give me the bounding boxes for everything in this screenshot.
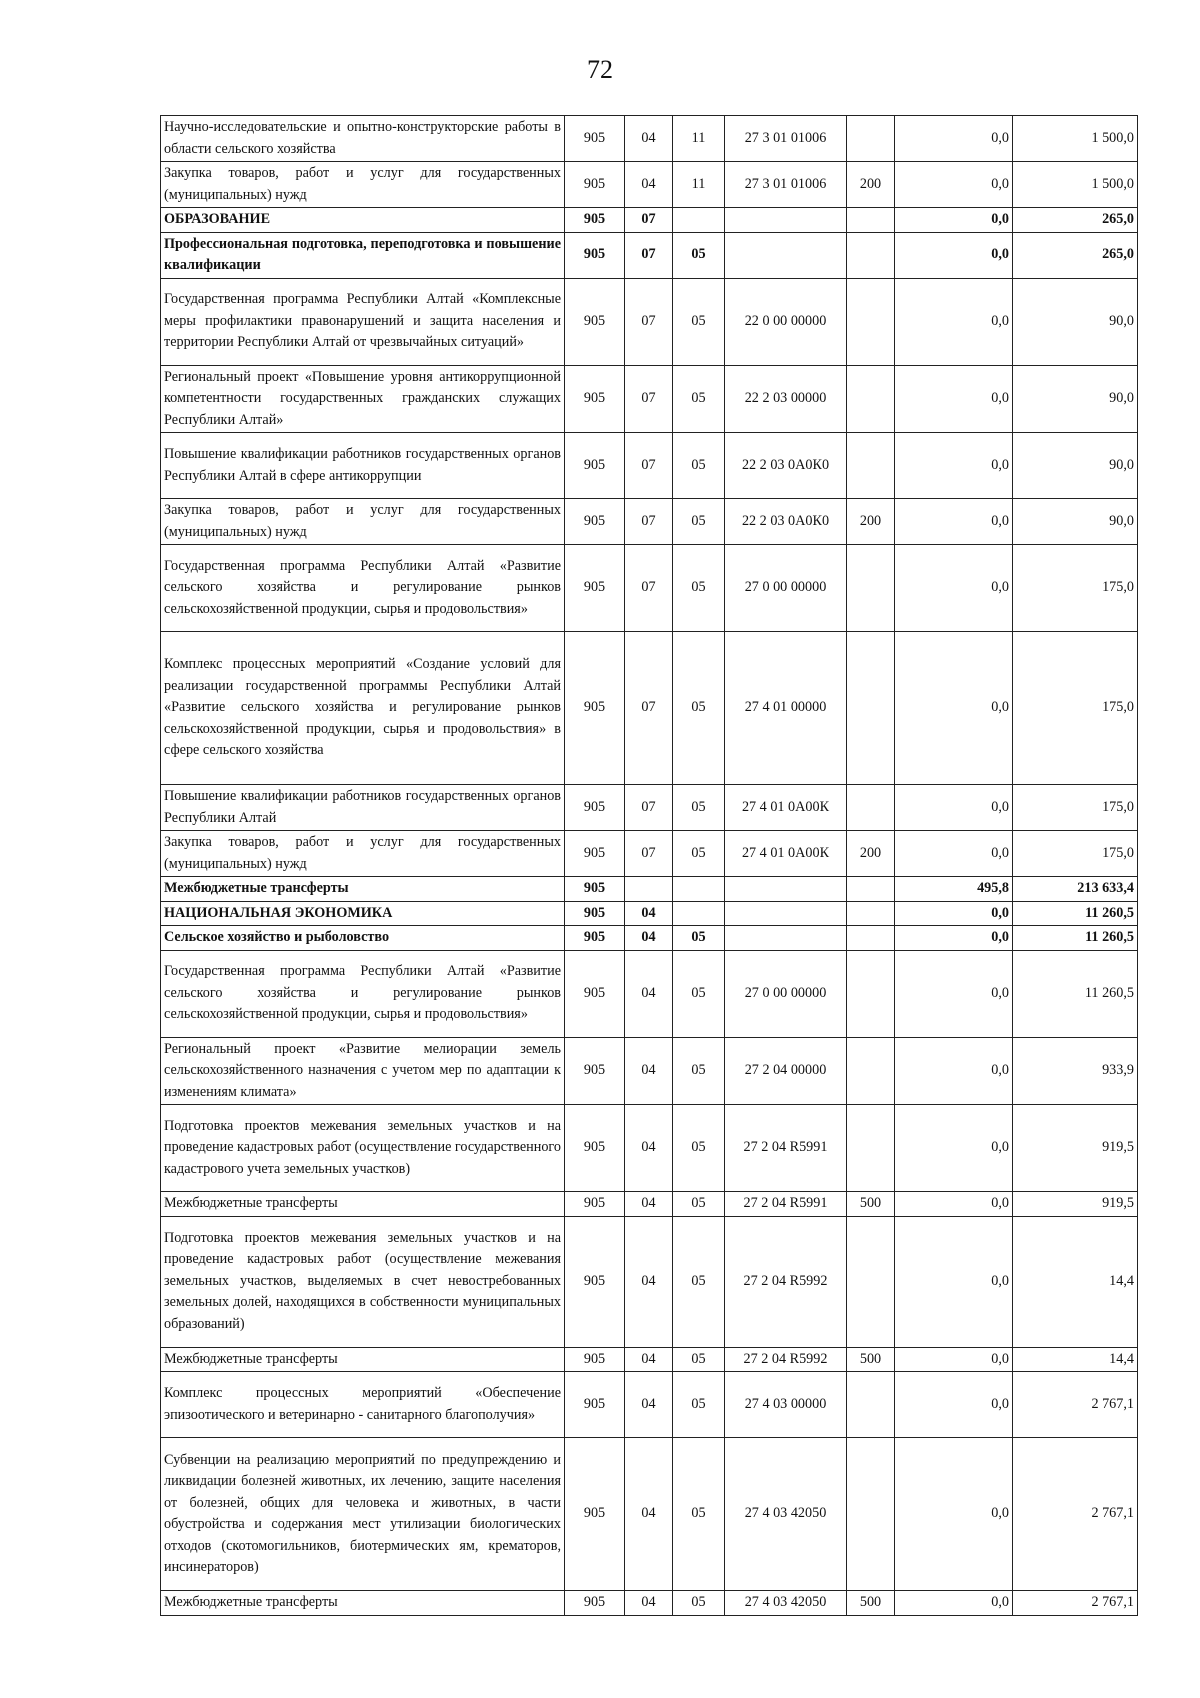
amount-1: 0,0 — [895, 365, 1013, 433]
amount-2: 2 767,1 — [1013, 1591, 1138, 1616]
expense-type-code: 200 — [847, 162, 895, 208]
amount-1: 0,0 — [895, 499, 1013, 545]
expense-type-code — [847, 232, 895, 278]
section-code: 04 — [625, 116, 673, 162]
expense-type-code — [847, 632, 895, 785]
ministry-code: 905 — [565, 877, 625, 902]
table-row — [161, 365, 1138, 433]
table-row — [161, 831, 1138, 877]
row-name: Подготовка проектов межевания земельных участков и на проведение кадастровых работ (осуществление государственного кадастрового учета земельных участков) — [161, 1105, 565, 1192]
ministry-code: 905 — [565, 1192, 625, 1217]
amount-1: 0,0 — [895, 632, 1013, 785]
row-name: Сельское хозяйство и рыболовство — [161, 926, 565, 951]
target-article-code: 22 2 03 0А0К0 — [725, 499, 847, 545]
expense-type-code — [847, 278, 895, 365]
table-row — [161, 433, 1138, 499]
table-row — [161, 950, 1138, 1037]
section-code — [625, 877, 673, 902]
amount-2: 919,5 — [1013, 1105, 1138, 1192]
target-article-code — [725, 926, 847, 951]
row-name: Государственная программа Республики Алтай «Комплексные меры профилактики правонарушений и защита населения и территории Республики Алтай от чрезвычайных ситуаций» — [161, 278, 565, 365]
amount-2: 175,0 — [1013, 785, 1138, 831]
amount-1: 495,8 — [895, 877, 1013, 902]
ministry-code: 905 — [565, 232, 625, 278]
expense-type-code — [847, 1372, 895, 1438]
row-name: Межбюджетные трансферты — [161, 877, 565, 902]
amount-1: 0,0 — [895, 1216, 1013, 1347]
section-code: 04 — [625, 901, 673, 926]
table-row — [161, 632, 1138, 785]
section-code: 07 — [625, 232, 673, 278]
ministry-code: 905 — [565, 208, 625, 233]
target-article-code: 27 4 01 0А00К — [725, 785, 847, 831]
amount-2: 90,0 — [1013, 499, 1138, 545]
amount-1: 0,0 — [895, 232, 1013, 278]
section-code: 04 — [625, 1216, 673, 1347]
target-article-code: 22 2 03 0А0К0 — [725, 433, 847, 499]
subsection-code: 05 — [673, 278, 725, 365]
row-name: ОБРАЗОВАНИЕ — [161, 208, 565, 233]
table-row — [161, 901, 1138, 926]
ministry-code: 905 — [565, 1438, 625, 1591]
subsection-code: 05 — [673, 1591, 725, 1616]
target-article-code: 27 2 04 R5991 — [725, 1105, 847, 1192]
amount-1: 0,0 — [895, 785, 1013, 831]
target-article-code — [725, 232, 847, 278]
ministry-code: 905 — [565, 632, 625, 785]
target-article-code: 27 3 01 01006 — [725, 116, 847, 162]
section-code: 07 — [625, 831, 673, 877]
ministry-code: 905 — [565, 162, 625, 208]
amount-2: 14,4 — [1013, 1216, 1138, 1347]
section-code: 07 — [625, 632, 673, 785]
row-name: Закупка товаров, работ и услуг для государственных (муниципальных) нужд — [161, 162, 565, 208]
expense-type-code — [847, 926, 895, 951]
subsection-code: 05 — [673, 950, 725, 1037]
subsection-code: 05 — [673, 926, 725, 951]
expense-type-code — [847, 950, 895, 1037]
expense-type-code: 500 — [847, 1347, 895, 1372]
target-article-code: 27 2 04 R5991 — [725, 1192, 847, 1217]
row-name: Межбюджетные трансферты — [161, 1347, 565, 1372]
row-name: Субвенции на реализацию мероприятий по предупреждению и ликвидации болезней животных, их лечению, защите населения от болезней, общих для человека и животных, в части обустройства и содержания мест утилизации биологических отходов (скотомогильников, биотермических ям, крематоров, инсинераторов) — [161, 1438, 565, 1591]
amount-1: 0,0 — [895, 433, 1013, 499]
amount-2: 175,0 — [1013, 831, 1138, 877]
amount-1: 0,0 — [895, 1438, 1013, 1591]
ministry-code: 905 — [565, 1105, 625, 1192]
amount-1: 0,0 — [895, 1372, 1013, 1438]
target-article-code — [725, 877, 847, 902]
ministry-code: 905 — [565, 278, 625, 365]
amount-2: 265,0 — [1013, 232, 1138, 278]
subsection-code: 05 — [673, 1192, 725, 1217]
ministry-code: 905 — [565, 365, 625, 433]
expense-type-code — [847, 433, 895, 499]
amount-1: 0,0 — [895, 545, 1013, 632]
amount-1: 0,0 — [895, 278, 1013, 365]
target-article-code: 27 2 04 00000 — [725, 1037, 847, 1105]
row-name: Комплекс процессных мероприятий «Обеспечение эпизоотического и ветеринарно - санитарного благополучия» — [161, 1372, 565, 1438]
subsection-code — [673, 901, 725, 926]
subsection-code: 05 — [673, 785, 725, 831]
subsection-code: 05 — [673, 433, 725, 499]
subsection-code: 05 — [673, 232, 725, 278]
amount-2: 14,4 — [1013, 1347, 1138, 1372]
expense-type-code — [847, 545, 895, 632]
subsection-code — [673, 208, 725, 233]
expense-type-code — [847, 1037, 895, 1105]
table-row — [161, 162, 1138, 208]
section-code: 04 — [625, 926, 673, 951]
expense-type-code: 500 — [847, 1591, 895, 1616]
amount-2: 2 767,1 — [1013, 1438, 1138, 1591]
ministry-code: 905 — [565, 1037, 625, 1105]
row-name: Профессиональная подготовка, переподготовка и повышение квалификации — [161, 232, 565, 278]
row-name: Подготовка проектов межевания земельных участков и на проведение кадастровых работ (осуществление межевания земельных участков, выделяемых в счет невостребованных земельных долей, находящихся в собственности муниципальных образований) — [161, 1216, 565, 1347]
amount-2: 175,0 — [1013, 632, 1138, 785]
subsection-code: 05 — [673, 1105, 725, 1192]
budget-table — [160, 115, 1138, 1616]
amount-1: 0,0 — [895, 1037, 1013, 1105]
target-article-code: 27 2 04 R5992 — [725, 1216, 847, 1347]
section-code: 07 — [625, 545, 673, 632]
target-article-code: 27 2 04 R5992 — [725, 1347, 847, 1372]
ministry-code: 905 — [565, 433, 625, 499]
amount-2: 90,0 — [1013, 365, 1138, 433]
amount-1: 0,0 — [895, 1105, 1013, 1192]
subsection-code: 05 — [673, 545, 725, 632]
ministry-code: 905 — [565, 499, 625, 545]
subsection-code: 05 — [673, 1372, 725, 1438]
table-row — [161, 877, 1138, 902]
amount-1: 0,0 — [895, 831, 1013, 877]
row-name: Государственная программа Республики Алтай «Развитие сельского хозяйства и регулирование рынков сельскохозяйственной продукции, сырья и продовольствия» — [161, 950, 565, 1037]
expense-type-code — [847, 1438, 895, 1591]
target-article-code — [725, 901, 847, 926]
section-code: 07 — [625, 433, 673, 499]
target-article-code: 27 0 00 00000 — [725, 950, 847, 1037]
ministry-code: 905 — [565, 831, 625, 877]
ministry-code: 905 — [565, 1372, 625, 1438]
subsection-code: 05 — [673, 365, 725, 433]
table-row — [161, 208, 1138, 233]
section-code: 07 — [625, 785, 673, 831]
amount-2: 11 260,5 — [1013, 950, 1138, 1037]
table-row — [161, 232, 1138, 278]
table-row — [161, 116, 1138, 162]
amount-2: 1 500,0 — [1013, 162, 1138, 208]
section-code: 04 — [625, 162, 673, 208]
row-name: НАЦИОНАЛЬНАЯ ЭКОНОМИКА — [161, 901, 565, 926]
target-article-code: 27 0 00 00000 — [725, 545, 847, 632]
ministry-code: 905 — [565, 926, 625, 951]
amount-2: 213 633,4 — [1013, 877, 1138, 902]
expense-type-code — [847, 208, 895, 233]
section-code: 04 — [625, 1037, 673, 1105]
row-name: Межбюджетные трансферты — [161, 1192, 565, 1217]
section-code: 07 — [625, 365, 673, 433]
target-article-code: 27 4 01 00000 — [725, 632, 847, 785]
amount-2: 175,0 — [1013, 545, 1138, 632]
row-name: Закупка товаров, работ и услуг для государственных (муниципальных) нужд — [161, 831, 565, 877]
ministry-code: 905 — [565, 116, 625, 162]
ministry-code: 905 — [565, 545, 625, 632]
ministry-code: 905 — [565, 901, 625, 926]
expense-type-code: 200 — [847, 499, 895, 545]
amount-2: 265,0 — [1013, 208, 1138, 233]
amount-2: 90,0 — [1013, 278, 1138, 365]
table-row — [161, 1591, 1138, 1616]
row-name: Межбюджетные трансферты — [161, 1591, 565, 1616]
subsection-code: 11 — [673, 162, 725, 208]
amount-1: 0,0 — [895, 926, 1013, 951]
table-row — [161, 1037, 1138, 1105]
page-number: 72 — [587, 55, 613, 84]
table-row — [161, 545, 1138, 632]
amount-2: 11 260,5 — [1013, 901, 1138, 926]
row-name: Закупка товаров, работ и услуг для государственных (муниципальных) нужд — [161, 499, 565, 545]
section-code: 04 — [625, 1192, 673, 1217]
expense-type-code — [847, 1105, 895, 1192]
section-code: 07 — [625, 278, 673, 365]
section-code: 04 — [625, 950, 673, 1037]
section-code: 07 — [625, 499, 673, 545]
section-code: 04 — [625, 1105, 673, 1192]
table-row — [161, 1192, 1138, 1217]
expense-type-code: 200 — [847, 831, 895, 877]
section-code: 04 — [625, 1347, 673, 1372]
subsection-code: 05 — [673, 1216, 725, 1347]
table-body — [161, 116, 1138, 1616]
amount-2: 1 500,0 — [1013, 116, 1138, 162]
section-code: 04 — [625, 1591, 673, 1616]
amount-1: 0,0 — [895, 1591, 1013, 1616]
table-row — [161, 1438, 1138, 1591]
amount-2: 11 260,5 — [1013, 926, 1138, 951]
expense-type-code — [847, 365, 895, 433]
expense-type-code: 500 — [847, 1192, 895, 1217]
ministry-code: 905 — [565, 1216, 625, 1347]
section-code: 04 — [625, 1372, 673, 1438]
amount-2: 2 767,1 — [1013, 1372, 1138, 1438]
expense-type-code — [847, 901, 895, 926]
ministry-code: 905 — [565, 950, 625, 1037]
row-name: Региональный проект «Развитие мелиорации земель сельскохозяйственного назначения с учетом мер по адаптации к изменениям климата» — [161, 1037, 565, 1105]
amount-1: 0,0 — [895, 1347, 1013, 1372]
subsection-code: 05 — [673, 1438, 725, 1591]
expense-type-code — [847, 877, 895, 902]
ministry-code: 905 — [565, 1591, 625, 1616]
row-name: Повышение квалификации работников государственных органов Республики Алтай в сфере антикоррупции — [161, 433, 565, 499]
subsection-code: 05 — [673, 499, 725, 545]
amount-1: 0,0 — [895, 901, 1013, 926]
target-article-code — [725, 208, 847, 233]
ministry-code: 905 — [565, 785, 625, 831]
table-row — [161, 1216, 1138, 1347]
target-article-code: 22 0 00 00000 — [725, 278, 847, 365]
target-article-code: 22 2 03 00000 — [725, 365, 847, 433]
subsection-code: 05 — [673, 1347, 725, 1372]
row-name: Научно-исследовательские и опытно-конструкторские работы в области сельского хозяйства — [161, 116, 565, 162]
target-article-code: 27 4 03 42050 — [725, 1591, 847, 1616]
table-row — [161, 1372, 1138, 1438]
subsection-code: 05 — [673, 831, 725, 877]
amount-1: 0,0 — [895, 208, 1013, 233]
amount-1: 0,0 — [895, 950, 1013, 1037]
subsection-code — [673, 877, 725, 902]
section-code: 04 — [625, 1438, 673, 1591]
amount-2: 919,5 — [1013, 1192, 1138, 1217]
table-row — [161, 1347, 1138, 1372]
table-row — [161, 278, 1138, 365]
subsection-code: 11 — [673, 116, 725, 162]
expense-type-code — [847, 116, 895, 162]
amount-1: 0,0 — [895, 1192, 1013, 1217]
section-code: 07 — [625, 208, 673, 233]
expense-type-code — [847, 1216, 895, 1347]
table-row — [161, 1105, 1138, 1192]
expense-type-code — [847, 785, 895, 831]
table-row — [161, 499, 1138, 545]
target-article-code: 27 4 01 0А00К — [725, 831, 847, 877]
target-article-code: 27 3 01 01006 — [725, 162, 847, 208]
ministry-code: 905 — [565, 1347, 625, 1372]
row-name: Повышение квалификации работников государственных органов Республики Алтай — [161, 785, 565, 831]
row-name: Региональный проект «Повышение уровня антикоррупционной компетентности государственных гражданских служащих Республики Алтай» — [161, 365, 565, 433]
amount-2: 933,9 — [1013, 1037, 1138, 1105]
table-row — [161, 785, 1138, 831]
row-name: Комплекс процессных мероприятий «Создание условий для реализации государственной программы Республики Алтай «Развитие сельского хозяйства и регулирование рынков сельскохозяйственной продукции, сырья и продовольствия» в сфере сельского хозяйства — [161, 632, 565, 785]
amount-2: 90,0 — [1013, 433, 1138, 499]
target-article-code: 27 4 03 00000 — [725, 1372, 847, 1438]
subsection-code: 05 — [673, 632, 725, 785]
amount-1: 0,0 — [895, 162, 1013, 208]
amount-1: 0,0 — [895, 116, 1013, 162]
table-row — [161, 926, 1138, 951]
row-name: Государственная программа Республики Алтай «Развитие сельского хозяйства и регулирование рынков сельскохозяйственной продукции, сырья и продовольствия» — [161, 545, 565, 632]
target-article-code: 27 4 03 42050 — [725, 1438, 847, 1591]
subsection-code: 05 — [673, 1037, 725, 1105]
